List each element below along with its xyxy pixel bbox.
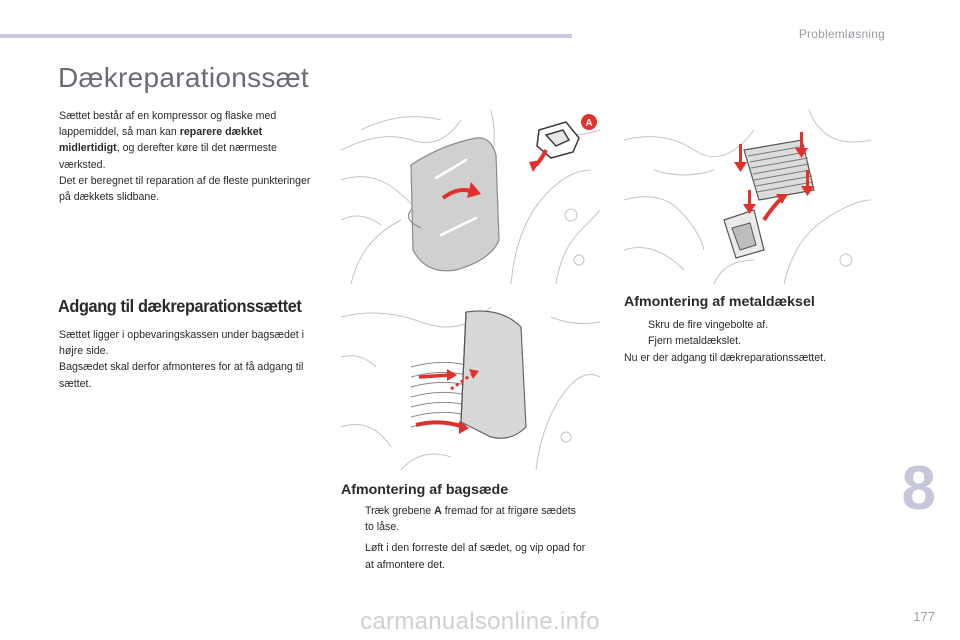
seat-lever-illustration [341, 110, 600, 284]
seat-shape [411, 138, 499, 271]
step-text: Skru de fire vingebolte af. [648, 319, 769, 331]
access-text [59, 327, 309, 392]
intro-text [59, 108, 319, 205]
access-heading: Adgang til dækreparationssættet [58, 296, 302, 316]
chapter-title: Problemløsning [798, 27, 885, 41]
lever-a-label: A [585, 118, 593, 129]
list-item [341, 503, 586, 535]
metal-cover-note: Nu er der adgang til dækreparationssættet. [624, 352, 826, 364]
seat-removal-heading: Afmontering af bagsæde [341, 482, 509, 498]
watermark: carmanualsonline.info [360, 608, 600, 635]
step-text-part2: fremad for at frigøre sædets to låse. [365, 505, 576, 534]
page-number: 177 [913, 609, 935, 624]
metal-cover-steps [624, 317, 884, 349]
seat-removal-steps [341, 503, 586, 578]
header-rule [0, 34, 572, 38]
access-text-p1: Sættet ligger i opbevaringskassen under bagsædet i højre side. [59, 329, 304, 358]
seat-removal-illustration [341, 297, 600, 470]
folded-seat-shape [461, 311, 526, 438]
step-text: Fjern metaldækslet. [648, 335, 742, 348]
metal-cover-illustration [624, 110, 871, 284]
intro-text-p2: Det er beregnet til reparation af de fleste punkteringer på dækkets slidbane. [59, 174, 311, 204]
list-item [624, 333, 884, 349]
chapter-number: 8 [901, 454, 936, 523]
intro-text-part1: Sættet består af en kompressor og flaske med lappemiddel, så man kan [59, 110, 277, 139]
intro-text-bold: reparere dækket midlertidigt [59, 126, 263, 155]
step-text: Løft i den forreste del af sædet, og vip opad for at afmontere det. [365, 542, 586, 571]
intro-text-part2: , og derefter køre til det nærmeste værksted. [59, 142, 277, 171]
step-text-part1: Træk grebene [365, 505, 435, 517]
access-text-p2: Bagsædet skal derfor afmonteres for at få adgang til sættet. [59, 361, 304, 390]
page-title: Dækreparationssæt [58, 62, 309, 93]
metal-cover-heading: Afmontering af metaldæksel [624, 294, 815, 310]
list-item [624, 317, 884, 333]
list-item [341, 540, 586, 572]
step-text-bold: A [434, 505, 442, 517]
